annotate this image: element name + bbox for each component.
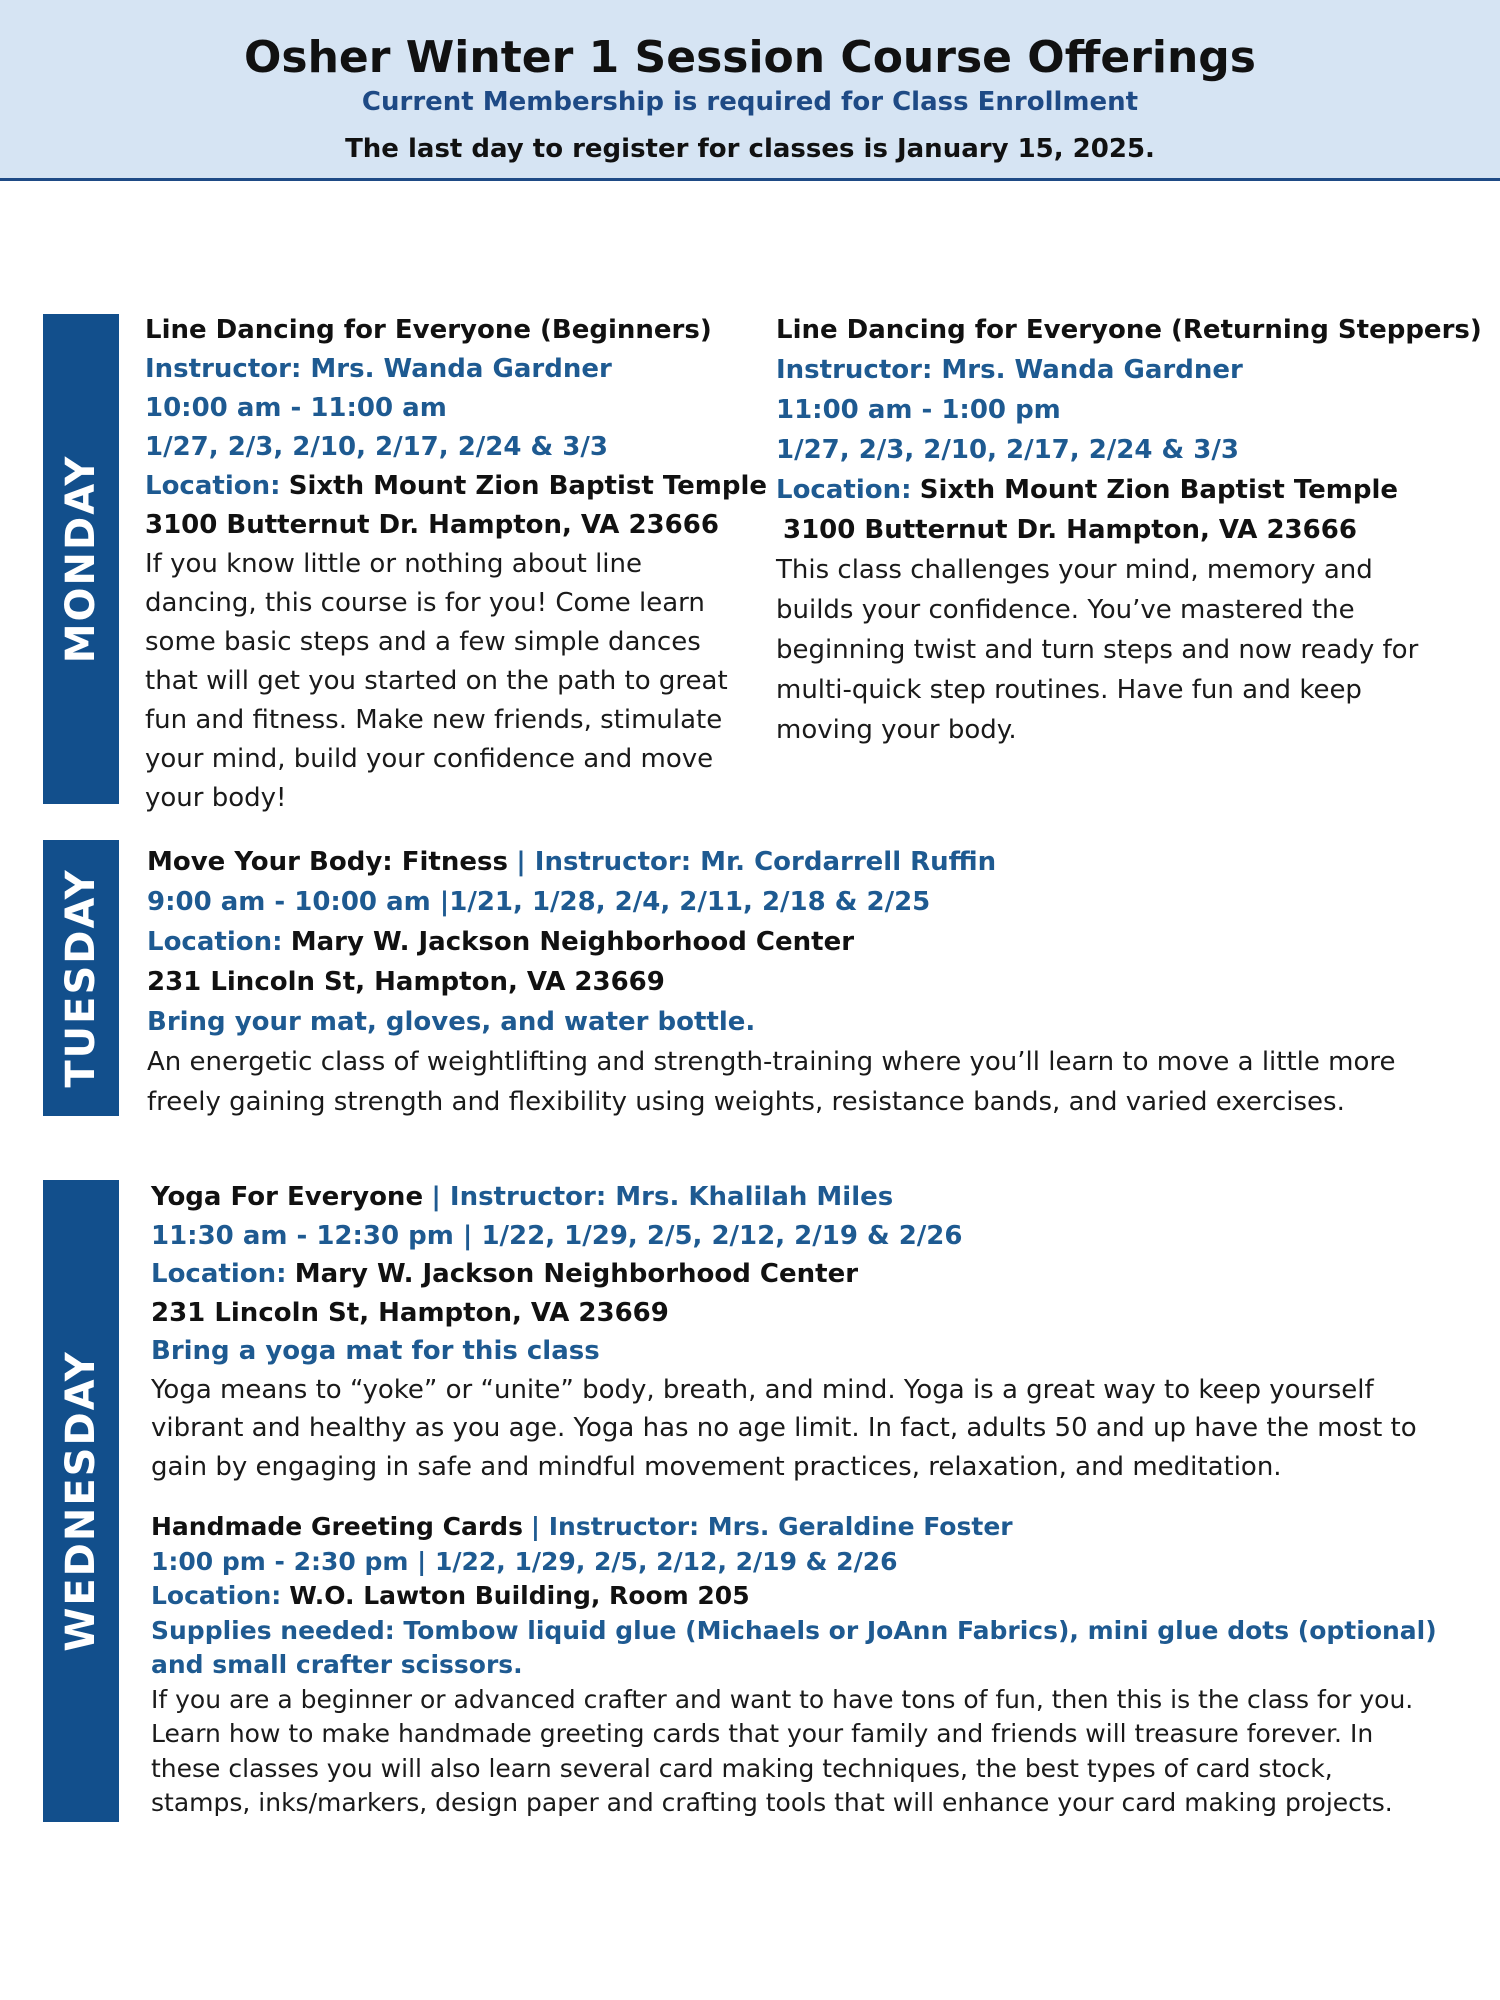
course-instructor: | Instructor: Mrs. Geraldine Foster: [530, 1512, 1013, 1541]
course-description-line: these classes you will also learn several card making techniques, the best types of card stock,: [151, 1753, 1333, 1783]
course-yoga: [151, 1178, 1461, 1486]
page-header: [0, 0, 1500, 181]
course-title: Line Dancing for Everyone (Beginners): [145, 315, 712, 345]
location-label: Location:: [776, 475, 912, 505]
course-time-dates: 1:00 pm - 2:30 pm | 1/22, 1/29, 2/5, 2/12, 2/19 & 2/26: [151, 1546, 898, 1576]
course-dates: 1/27, 2/3, 2/10, 2/17, 2/24 & 3/3: [776, 435, 1239, 465]
course-description-line: beginning twist and turn steps and now ready for: [776, 635, 1419, 665]
course-instructor: Instructor: Mrs. Wanda Gardner: [145, 354, 612, 384]
course-location: Mary W. Jackson Neighborhood Center: [290, 927, 855, 957]
day-bar-tuesday: [43, 840, 119, 1116]
course-description-line: If you know little or nothing about line: [145, 549, 643, 579]
membership-notice: Current Membership is required for Class Enrollment: [361, 87, 1139, 117]
course-address: 3100 Butternut Dr. Hampton, VA 23666: [145, 510, 719, 540]
day-bar-monday: [43, 314, 119, 804]
course-bring-note: Bring a yoga mat for this class: [151, 1336, 600, 1366]
course-address: 231 Lincoln St, Hampton, VA 23669: [147, 967, 665, 997]
course-title: Handmade Greeting Cards: [151, 1512, 523, 1541]
course-dates: 1/27, 2/3, 2/10, 2/17, 2/24 & 3/3: [145, 432, 608, 462]
course-supplies-line: and small crafter scissors.: [151, 1650, 523, 1679]
course-description-line: your body!: [145, 783, 287, 813]
course-time: 10:00 am - 11:00 am: [145, 393, 447, 423]
course-move-your-body: [147, 842, 1447, 1122]
course-description-line: your mind, build your confidence and move: [145, 744, 714, 774]
course-line-dancing-beginners: [145, 311, 768, 818]
course-description-line: multi-quick step routines. Have fun and keep: [776, 675, 1362, 705]
location-label: Location:: [147, 927, 283, 957]
course-description-line: moving your body.: [776, 715, 1017, 745]
course-description-line: builds your confidence. You’ve mastered the: [776, 595, 1355, 625]
course-time-dates: 9:00 am - 10:00 am |1/21, 1/28, 2/4, 2/11, 2/18 & 2/25: [147, 887, 931, 917]
course-description-line: some basic steps and a few simple dances: [145, 627, 701, 657]
course-location: Mary W. Jackson Neighborhood Center: [294, 1259, 859, 1289]
course-bring-note: Bring your mat, gloves, and water bottle.: [147, 1007, 756, 1037]
course-title: Line Dancing for Everyone (Returning Steppers): [776, 315, 1482, 345]
day-label-monday: MONDAY: [58, 454, 104, 664]
day-label-wednesday: WEDNESDAY: [58, 1350, 104, 1652]
course-location: W.O. Lawton Building, Room 205: [289, 1581, 750, 1610]
course-description-line: Learn how to make handmade greeting cards that your family and friends will treasure forever. In: [151, 1719, 1374, 1748]
location-label: Location:: [151, 1581, 282, 1610]
location-label: Location:: [151, 1259, 287, 1289]
course-supplies-line: Supplies needed: Tombow liquid glue (Michaels or JoAnn Fabrics), mini glue dots (optional): [151, 1615, 1437, 1645]
day-bar-wednesday: [43, 1180, 119, 1822]
course-description-line: gain by engaging in safe and mindful movement practices, relaxation, and meditation.: [151, 1451, 1282, 1482]
course-description-line: This class challenges your mind, memory and: [776, 555, 1373, 585]
course-time-dates: 11:30 am - 12:30 pm | 1/22, 1/29, 2/5, 2/12, 2/19 & 2/26: [151, 1220, 963, 1251]
course-time: 11:00 am - 1:00 pm: [776, 395, 1061, 425]
course-description-line: dancing, this course is for you! Come learn: [145, 588, 705, 618]
course-location: Sixth Mount Zion Baptist Temple: [288, 471, 768, 501]
day-label-tuesday: TUESDAY: [58, 868, 104, 1088]
course-description-line: Yoga means to “yoke” or “unite” body, breath, and mind. Yoga is a great way to keep yourself: [151, 1374, 1374, 1405]
course-instructor: | Instructor: Mr. Cordarrell Ruffin: [516, 847, 997, 877]
course-greeting-cards: [151, 1510, 1461, 1821]
course-address: 231 Lincoln St, Hampton, VA 23669: [151, 1297, 669, 1328]
registration-deadline: The last day to register for classes is January 15, 2025.: [345, 134, 1155, 164]
course-description-line: fun and fitness. Make new friends, stimulate: [145, 705, 723, 735]
course-description-line: If you are a beginner or advanced crafter and want to have tons of fun, then this is the class for you.: [151, 1684, 1414, 1714]
course-line-dancing-returning: [776, 310, 1482, 750]
course-address: 3100 Butternut Dr. Hampton, VA 23666: [783, 515, 1357, 545]
course-description-line: stamps, inks/markers, design paper and crafting tools that will enhance your card making projects.: [151, 1788, 1393, 1817]
course-location: Sixth Mount Zion Baptist Temple: [919, 475, 1399, 505]
course-instructor: Instructor: Mrs. Wanda Gardner: [776, 355, 1243, 385]
course-title: Move Your Body: Fitness: [147, 847, 508, 877]
course-description-line: vibrant and healthy as you age. Yoga has no age limit. In fact, adults 50 and up have the most to: [151, 1413, 1417, 1443]
course-description-line: that will get you started on the path to great: [145, 666, 728, 696]
course-instructor: | Instructor: Mrs. Khalilah Miles: [431, 1182, 894, 1212]
course-title: Yoga For Everyone: [151, 1182, 424, 1212]
page-title: Osher Winter 1 Session Course Offerings: [244, 32, 1256, 83]
course-description-line: An energetic class of weightlifting and strength-training where you’ll learn to move a little more: [147, 1047, 1396, 1077]
course-description-line: freely gaining strength and flexibility using weights, resistance bands, and varied exercises.: [147, 1087, 1345, 1117]
location-label: Location:: [145, 471, 281, 501]
